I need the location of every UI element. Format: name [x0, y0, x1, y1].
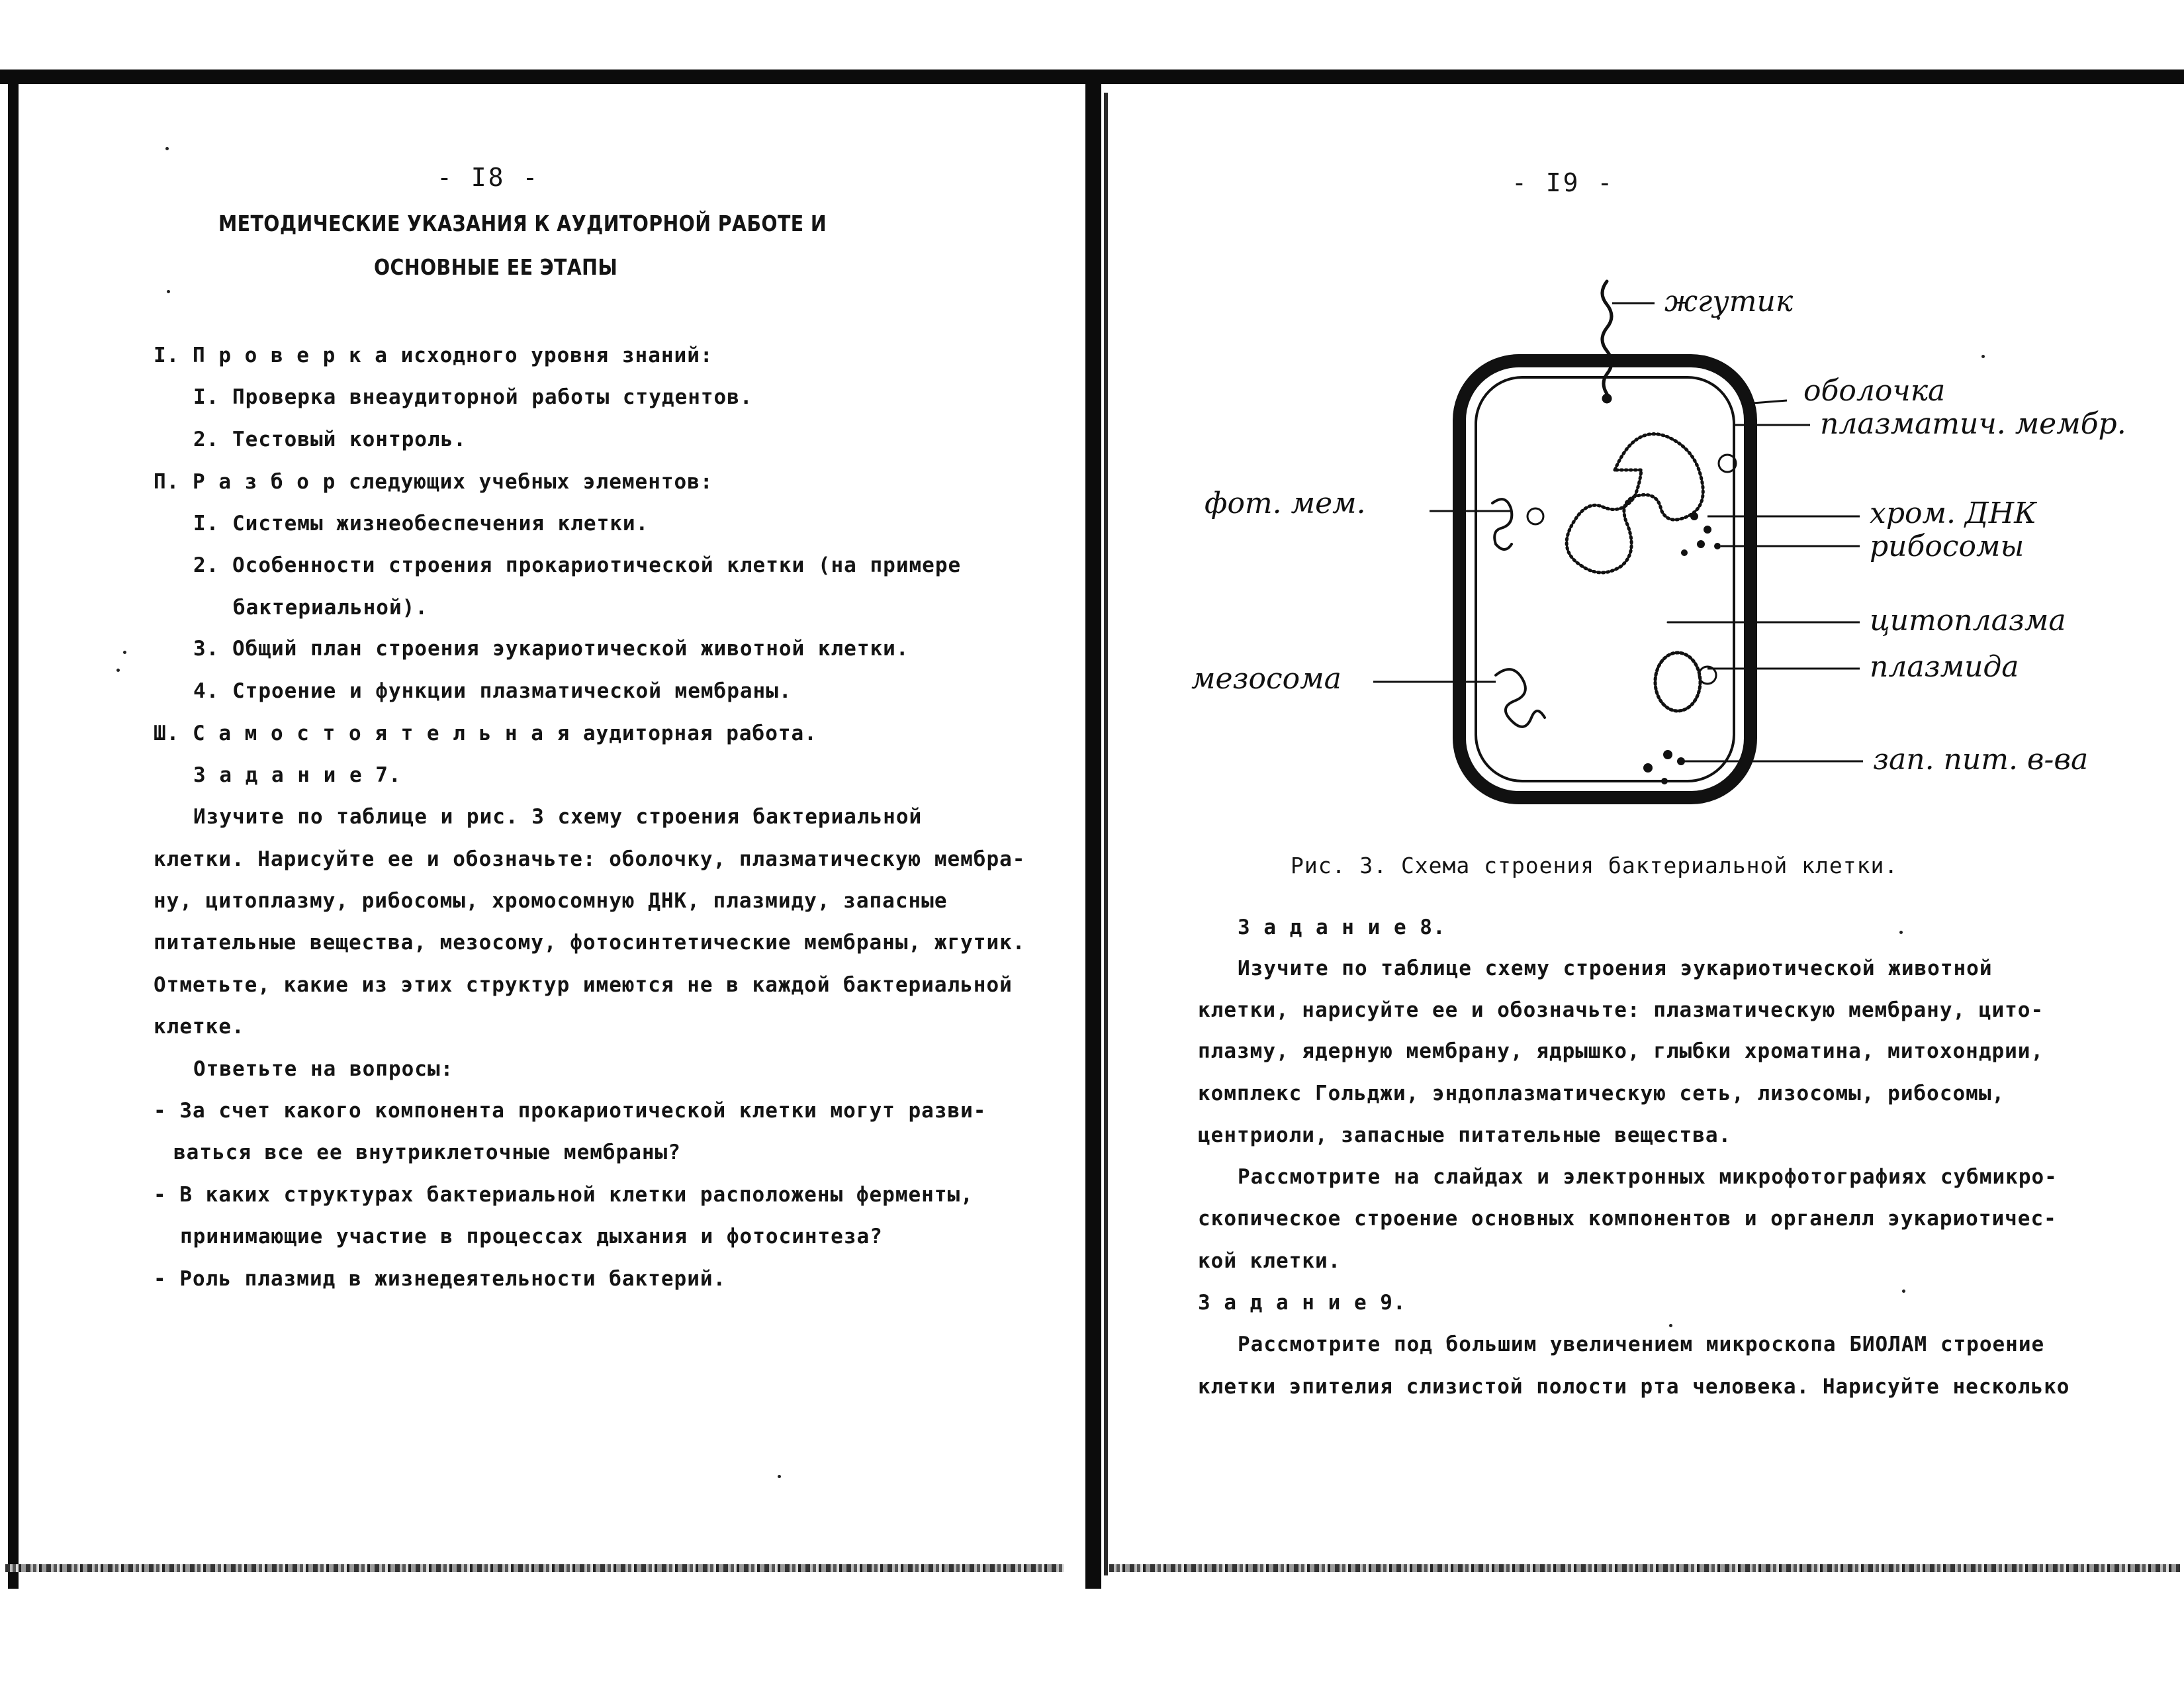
- task-7-heading: З а д а н и е 7.: [193, 763, 402, 787]
- label-cytoplasm: цитоплазма: [1870, 604, 2066, 637]
- task-9-text-1: Рассмотрите под большим увеличением микроскопа БИОЛАМ строение: [1238, 1333, 2045, 1356]
- task-8-text-2: клетки, нарисуйте ее и обозначьте: плазматическую мембрану, цито-: [1198, 998, 2044, 1022]
- stage-1-item-1: I. Проверка внеаудиторной работы студентов.: [193, 385, 753, 409]
- question-2-cont: принимающие участие в процессах дыхания и фотосинтеза?: [180, 1225, 883, 1248]
- mesosome: [1496, 669, 1545, 727]
- label-plasma-membrane: плазматич. мембр.: [1820, 407, 2126, 441]
- ribosome: [1697, 540, 1705, 548]
- bacterial-cell-diagram: [1191, 252, 2158, 847]
- question-2: - В каких структурах бактериальной клетки расположены ферменты,: [154, 1183, 974, 1207]
- task-8-text-4: комплекс Гольджи, эндоплазматическую сеть, лизосомы, рибосомы,: [1198, 1082, 2005, 1105]
- question-1-cont: ваться все ее внутриклеточные мембраны?: [173, 1141, 681, 1164]
- task-7-text-3: ну, цитоплазму, рибосомы, хромосомную ДНК, плазмиду, запасные: [154, 889, 948, 913]
- stage-2-item-4: 4. Строение и функции плазматической мембраны.: [193, 679, 792, 703]
- scan-noise-bottom-right: [1109, 1564, 2180, 1572]
- task-7-text-4: питательные вещества, мезосому, фотосинтетические мембраны, жгутик.: [154, 931, 1026, 955]
- label-plasmid: плазмида: [1870, 650, 2019, 684]
- task-8-heading: З а д а н и е 8.: [1238, 915, 1446, 939]
- task-8-text-6: Рассмотрите на слайдах и электронных микрофотографиях субмикро-: [1238, 1165, 2058, 1189]
- scan-speck: [123, 651, 126, 654]
- label-photo-membrane: фот. мем.: [1205, 487, 1366, 520]
- scan-speck: [165, 147, 169, 150]
- task-7-text-2: клетки. Нарисуйте ее и обозначьте: оболочку, плазматическую мембра-: [154, 847, 1026, 871]
- stage-3-heading: Ш. С а м о с т о я т е л ь н а я аудиторная работа.: [154, 722, 817, 745]
- scan-speck: [1669, 1324, 1672, 1327]
- scan-border-left: [8, 78, 19, 1589]
- scan-speck: [1902, 1289, 1905, 1293]
- book-spine: [1085, 78, 1101, 1589]
- figure-caption: Рис. 3. Схема строения бактериальной клетки.: [1291, 853, 1899, 878]
- task-8-text-7: скопическое строение основных компонентов и органелл эукариотичес-: [1198, 1207, 2057, 1231]
- reserve-granule: [1661, 778, 1668, 784]
- label-mesosome: мезосома: [1191, 662, 1342, 696]
- section-title-line1: МЕТОДИЧЕСКИЕ УКАЗАНИЯ К АУДИТОРНОЙ РАБОТЕ И: [218, 211, 827, 236]
- right-page-number: - I9 -: [1512, 168, 1615, 197]
- task-8-text-1: Изучите по таблице схему строения эукариотической животной: [1238, 957, 1993, 980]
- scan-speck: [116, 669, 120, 672]
- photosynthetic-vesicle: [1527, 508, 1543, 524]
- task-8-text-8: кой клетки.: [1198, 1249, 1342, 1273]
- label-flagellum: жгутик: [1664, 285, 1794, 318]
- stage-2-item-3: 3. Общий план строения эукариотической животной клетки.: [193, 637, 909, 661]
- task-8-text-3: плазму, ядерную мембрану, ядрышко, глыбки хроматина, митохондрии,: [1198, 1039, 2044, 1063]
- task-7-text-6: клетке.: [154, 1015, 245, 1039]
- stage-2-heading: П. Р а з б о р следующих учебных элементов:: [154, 470, 713, 494]
- stage-1-heading: I. П р о в е р к а исходного уровня знаний:: [154, 344, 713, 367]
- scan-speck: [778, 1475, 781, 1478]
- photosynthetic-membranes: [1492, 499, 1512, 549]
- questions-heading: Ответьте на вопросы:: [193, 1057, 454, 1081]
- label-ribosomes: рибосомы: [1870, 530, 2025, 563]
- ribosome: [1714, 543, 1721, 549]
- scan-speck: [167, 290, 170, 293]
- stage-2-item-2-cont: бактериальной).: [233, 596, 428, 620]
- flagellum-base: [1602, 394, 1612, 403]
- label-dna: хром. ДНК: [1870, 496, 2037, 530]
- stage-2-item-1: I. Системы жизнеобеспечения клетки.: [193, 512, 649, 536]
- question-1: - За счет какого компонента прокариотической клетки могут разви-: [154, 1099, 987, 1123]
- ribosome: [1690, 512, 1698, 520]
- book-spine-shadow: [1104, 93, 1108, 1575]
- section-title-line2: ОСНОВНЫЕ ЕЕ ЭТАПЫ: [374, 254, 618, 280]
- reserve-granule: [1663, 750, 1672, 759]
- cell-wall: [1459, 361, 1751, 798]
- label-wall: оболочка: [1803, 374, 1946, 408]
- ribosome: [1704, 526, 1711, 534]
- scan-speck: [1899, 931, 1903, 934]
- scan-noise-bottom-left: [5, 1564, 1064, 1572]
- left-page-number: - I8 -: [437, 163, 540, 192]
- reserve-granule: [1643, 763, 1653, 773]
- question-3: - Роль плазмид в жизнедеятельности бактерий.: [154, 1267, 727, 1291]
- stage-2-item-2: 2. Особенности строения прокариотической клетки (на примере: [193, 553, 962, 577]
- plasmid: [1655, 653, 1700, 711]
- task-9-text-2: клетки эпителия слизистой полости рта человека. Нарисуйте несколько: [1198, 1375, 2070, 1399]
- ribosome: [1681, 549, 1688, 556]
- plasma-membrane: [1476, 377, 1734, 781]
- task-9-heading: З а д а н и е 9.: [1198, 1291, 1406, 1315]
- label-reserve: зап. пит. в-ва: [1873, 743, 2089, 776]
- stage-1-item-2: 2. Тестовый контроль.: [193, 428, 467, 451]
- task-7-text-1: Изучите по таблице и рис. 3 схему строения бактериальной: [193, 805, 923, 829]
- task-7-text-5: Отметьте, какие из этих структур имеются не в каждой бактериальной: [154, 973, 1013, 997]
- task-8-text-5: центриоли, запасные питательные вещества.: [1198, 1123, 1732, 1147]
